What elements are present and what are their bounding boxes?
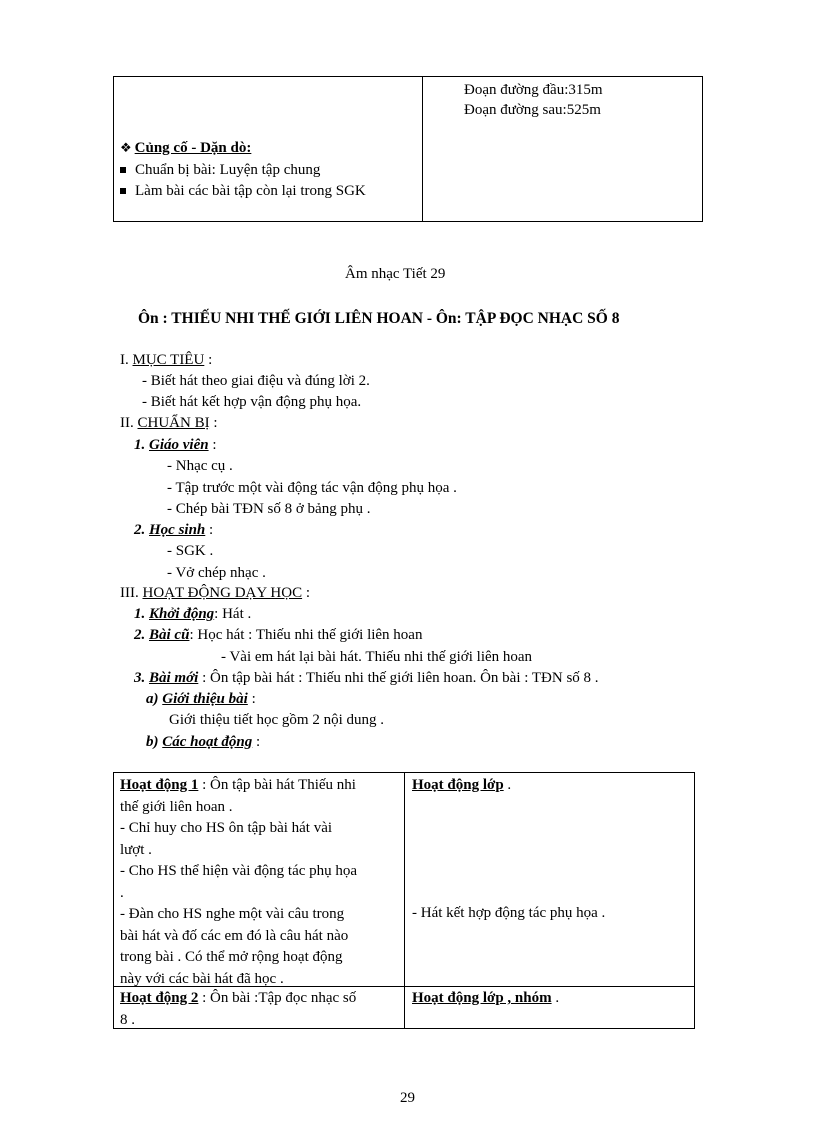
activity-1-teacher	[120, 775, 400, 990]
student-heading: 2. Học sinh :	[134, 522, 214, 538]
table-divider	[404, 773, 405, 1028]
step-bai-cu: 2. Bài cũ: Học hát : Thiếu nhi thế giới liên hoan	[134, 627, 423, 643]
square-bullet-icon	[120, 188, 126, 194]
summary-table	[113, 76, 703, 222]
distance-first: Đoạn đường đầu:315m	[464, 82, 603, 98]
section-hoat-dong: III. HOẠT ĐỘNG DẠY HỌC :	[120, 585, 311, 601]
list-item: Chuẩn bị bài: Luyện tập chung	[120, 160, 320, 180]
teacher-item: - Nhạc cụ .	[167, 458, 233, 474]
student-item: - SGK .	[167, 543, 214, 559]
activity-line: .	[120, 884, 124, 901]
teacher-item: - Tập trước một vài động tác vận động phụ họa .	[167, 480, 457, 496]
activity-2-title: Hoạt động 2 : Ôn bài :Tập đọc nhạc số	[120, 990, 357, 1006]
section-muc-tieu: I. MỤC TIÊU :	[120, 352, 213, 368]
intro-heading: a) Giới thiệu bài :	[146, 691, 256, 707]
objective-item: - Biết hát theo giai điệu và đúng lời 2.	[142, 373, 370, 389]
activity-line: trong bài . Có thể mở rộng hoạt động	[120, 949, 343, 965]
activity-line: thế giới liên hoan .	[120, 798, 233, 815]
diamond-bullet-icon: ❖	[120, 140, 132, 155]
activity-1-student-heading: Hoạt động lớp .	[412, 777, 512, 793]
activity-line: - Cho HS thể hiện vài động tác phụ họa	[120, 863, 358, 879]
activity-1-title: Hoạt động 1 : Ôn tập bài hát Thiếu nhi	[120, 777, 356, 793]
activity-line: bài hát và đố các em đó là câu hát nào	[120, 927, 349, 944]
activity-line: lượt .	[120, 841, 152, 858]
list-item: Làm bài các bài tập còn lại trong SGK	[120, 181, 366, 201]
activity-line: này với các bài hát đã học .	[120, 970, 284, 987]
activity-line: - Chỉ huy cho HS ôn tập bài hát vài	[120, 820, 333, 836]
activities-heading: b) Các hoạt động :	[146, 734, 261, 750]
activity-line: 8 .	[120, 1011, 135, 1028]
activity-1-student-text: - Hát kết hợp động tác phụ họa .	[412, 905, 606, 921]
student-item: - Vở chép nhạc .	[167, 565, 266, 581]
distance-second: Đoạn đường sau:525m	[464, 102, 601, 118]
lesson-title: Ôn : THIẾU NHI THẾ GIỚI LIÊN HOAN - Ôn: TẬP ĐỌC NHẠC SỐ 8	[138, 310, 620, 327]
objective-item: - Biết hát kết hợp vận động phụ họa.	[142, 394, 362, 410]
page-number: 29	[400, 1090, 415, 1106]
subject-line: Âm nhạc Tiết 29	[345, 266, 446, 282]
teacher-heading: 1. Giáo viên :	[134, 437, 217, 453]
table-divider	[422, 77, 423, 221]
consolidation-heading: ❖ Củng cố - Dặn dò:	[120, 140, 252, 156]
section-chuan-bi: II. CHUẨN BỊ :	[120, 415, 218, 431]
activity-2-teacher	[120, 988, 400, 1031]
teacher-item: - Chép bài TĐN số 8 ở bảng phụ .	[167, 501, 371, 517]
step-bai-moi: 3. Bài mới : Ôn tập bài hát : Thiếu nhi thế giới liên hoan. Ôn bài : TĐN số 8 .	[134, 670, 599, 686]
activity-line: - Đàn cho HS nghe một vài câu trong	[120, 906, 345, 922]
step-khoi-dong: 1. Khởi động: Hát .	[134, 606, 252, 622]
activities-table	[113, 772, 695, 1029]
square-bullet-icon	[120, 167, 126, 173]
intro-text: Giới thiệu tiết học gồm 2 nội dung .	[169, 712, 384, 728]
step-bai-cu-sub: - Vài em hát lại bài hát. Thiếu nhi thế giới liên hoan	[221, 649, 533, 665]
activity-2-student-heading: Hoạt động lớp , nhóm .	[412, 990, 560, 1006]
